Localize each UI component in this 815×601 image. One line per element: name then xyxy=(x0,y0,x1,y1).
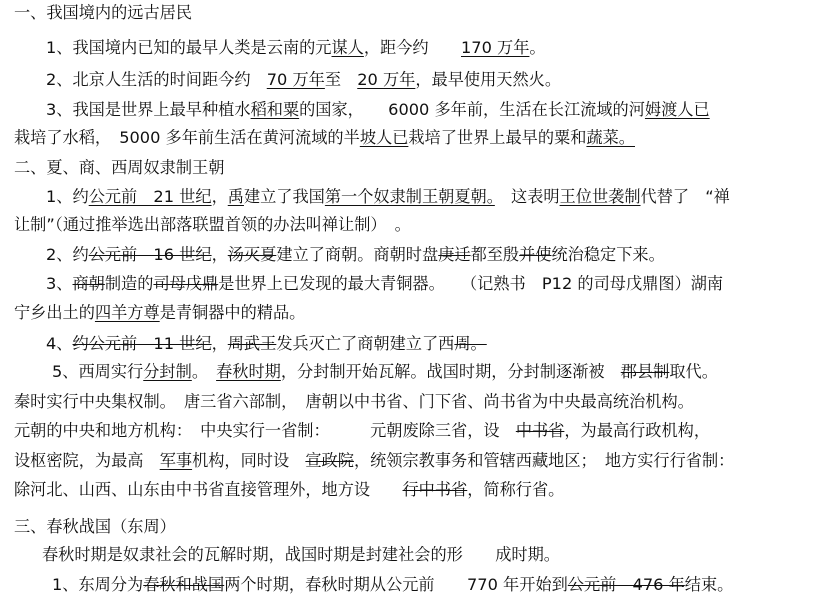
struck-text: 公元前 16 世纪 xyxy=(88,245,212,264)
text-segment: 元朝的中央和地方机构： 中央实行一省制： 元朝废除三省，设 xyxy=(14,421,516,440)
text-segment: 取代。 xyxy=(669,362,718,381)
text-line xyxy=(52,361,718,383)
text-segment: 1、我国境内已知的最早人类是云南的元 xyxy=(46,38,332,57)
text-segment: 除河北、山西、山东由中书省直接管理外，地方设 xyxy=(14,480,403,499)
text-segment: ，最早使用天然火。 xyxy=(415,70,562,89)
text-segment: 3、 xyxy=(46,274,73,293)
text-segment: 两个时期，春秋时期从公元前 770 年开始到 xyxy=(224,575,568,594)
text-line xyxy=(52,574,733,596)
underlined-text: 禹 xyxy=(227,187,244,206)
text-segment: 1、约 xyxy=(46,187,89,206)
text-line xyxy=(14,479,564,501)
underlined-text: 170 万年 xyxy=(461,38,530,57)
text-segment: 这表明 xyxy=(494,187,560,206)
text-segment: 制造的 xyxy=(104,274,154,293)
underlined-text: 分封制 xyxy=(143,362,192,381)
text-line xyxy=(14,302,305,324)
text-line xyxy=(14,214,411,236)
text-segment: 让制”（通过推举选出部落联盟首领的办法叫禅让制） 。 xyxy=(14,215,411,234)
struck-text: 庚迁 xyxy=(438,245,471,264)
underlined-text: 军事 xyxy=(159,451,193,470)
text-segment: 建立了商朝。商朝时盘 xyxy=(276,245,439,264)
struck-text: 周。 xyxy=(454,334,487,353)
text-segment: ， xyxy=(211,334,228,353)
text-segment: 宁乡出土的 xyxy=(14,303,95,322)
text-segment: ，距今约 xyxy=(363,38,461,57)
text-line xyxy=(46,333,487,355)
text-segment: 2、约 xyxy=(46,245,89,264)
underlined-text: 第一个奴隶制王朝夏朝。 xyxy=(324,187,495,206)
text-line xyxy=(46,244,665,266)
text-segment: 。 xyxy=(191,362,217,381)
text-segment: ，分封制开始瓦解。战国时期，分封制逐渐被 xyxy=(280,362,621,381)
underlined-text: 公元前 21 世纪 xyxy=(88,187,212,206)
text-line xyxy=(46,37,546,59)
text-segment: 5、西周实行 xyxy=(52,362,144,381)
underlined-text: 春秋时期 xyxy=(216,362,281,381)
text-line xyxy=(46,99,710,121)
text-line xyxy=(14,157,224,179)
underlined-text: 20 万年 xyxy=(357,70,416,89)
underlined-text: 姆渡人已 xyxy=(644,100,710,119)
text-segment: 1、东周分为 xyxy=(52,575,144,594)
underlined-text: 坡人已 xyxy=(359,128,409,147)
text-segment: 的国家， 6000 多年前，生活在长江流域的河 xyxy=(299,100,645,119)
text-line xyxy=(42,544,560,566)
underlined-text: 四羊方尊 xyxy=(94,303,160,322)
text-line xyxy=(14,450,734,472)
text-segment: 机构，同时设 xyxy=(192,451,306,470)
underlined-text: 谋人 xyxy=(331,38,364,57)
struck-text: 春秋和战国 xyxy=(143,575,225,594)
struck-text: 汤灭夏 xyxy=(227,245,277,264)
text-segment: 。 xyxy=(529,38,546,57)
text-segment: ，简称行省。 xyxy=(467,480,565,499)
text-segment: 一、我国境内的远古居民 xyxy=(14,3,193,22)
struck-text: 周武王 xyxy=(227,334,277,353)
text-line xyxy=(14,516,176,538)
text-segment: ，统领宗教事务和管辖西藏地区； 地方实行行省制： xyxy=(353,451,735,470)
text-segment: 3、我国是世界上最早种植水 xyxy=(46,100,251,119)
text-segment: 至 xyxy=(324,70,358,89)
text-segment: 4、 xyxy=(46,334,73,353)
struck-text: 司母戊鼎 xyxy=(153,274,219,293)
text-segment: 秦时实行中央集权制。 唐三省六部制， 唐朝以中书省、门下省、尚书省为中央最高统治机构。 xyxy=(14,392,694,411)
text-segment: 二、夏、商、西周奴隶制王朝 xyxy=(14,158,225,177)
struck-text: 商朝 xyxy=(72,274,105,293)
struck-text: 宣政院 xyxy=(305,451,354,470)
text-line xyxy=(46,273,723,295)
struck-text: 郡县制 xyxy=(620,362,670,381)
text-segment: 都至殷 xyxy=(470,245,520,264)
text-segment: ， xyxy=(211,187,228,206)
text-segment: ， xyxy=(211,245,228,264)
text-segment: 结束。 xyxy=(684,575,734,594)
struck-text: 行中书省 xyxy=(402,480,468,499)
text-segment: 三、春秋战国（东周） xyxy=(14,517,176,536)
text-segment: 栽培了水稻， 5000 多年前生活在黄河流域的半 xyxy=(14,128,360,147)
struck-text: 约公元前 11 世纪 xyxy=(72,334,212,353)
underlined-text: 蔬菜。 xyxy=(586,128,635,147)
underlined-text: 稻和粟 xyxy=(250,100,300,119)
text-line xyxy=(14,420,710,442)
text-line xyxy=(14,391,694,413)
text-segment: ，为最高行政机构， xyxy=(564,421,711,440)
underlined-text: 王位世袭制 xyxy=(559,187,641,206)
text-segment: 2、北京人生活的时间距今约 xyxy=(46,70,267,89)
text-segment: 栽培了世界上最早的粟和 xyxy=(408,128,587,147)
text-segment: 是青铜器中的精品。 xyxy=(159,303,306,322)
text-segment: 代替了 “禅 xyxy=(640,187,730,206)
underlined-text: 70 万年 xyxy=(266,70,325,89)
text-segment: 春秋时期是奴隶社会的瓦解时期，战国时期是封建社会的形 成时期。 xyxy=(42,545,560,564)
text-segment: 统治稳定下来。 xyxy=(551,245,665,264)
text-segment: 设枢密院，为最高 xyxy=(14,451,160,470)
struck-text: 中书省 xyxy=(515,421,565,440)
text-line xyxy=(46,186,730,208)
text-line xyxy=(14,127,635,149)
text-line xyxy=(46,69,561,91)
text-segment: 是世界上已发现的最大青铜器。 （记熟书 P12 的司母戊鼎图）湖南 xyxy=(218,274,724,293)
text-line xyxy=(14,2,192,24)
text-segment: 发兵灭亡了商朝建立了西 xyxy=(276,334,455,353)
struck-text: 公元前 476 年 xyxy=(567,575,685,594)
struck-text: 并使 xyxy=(519,245,552,264)
text-segment: 建立了我国 xyxy=(243,187,325,206)
